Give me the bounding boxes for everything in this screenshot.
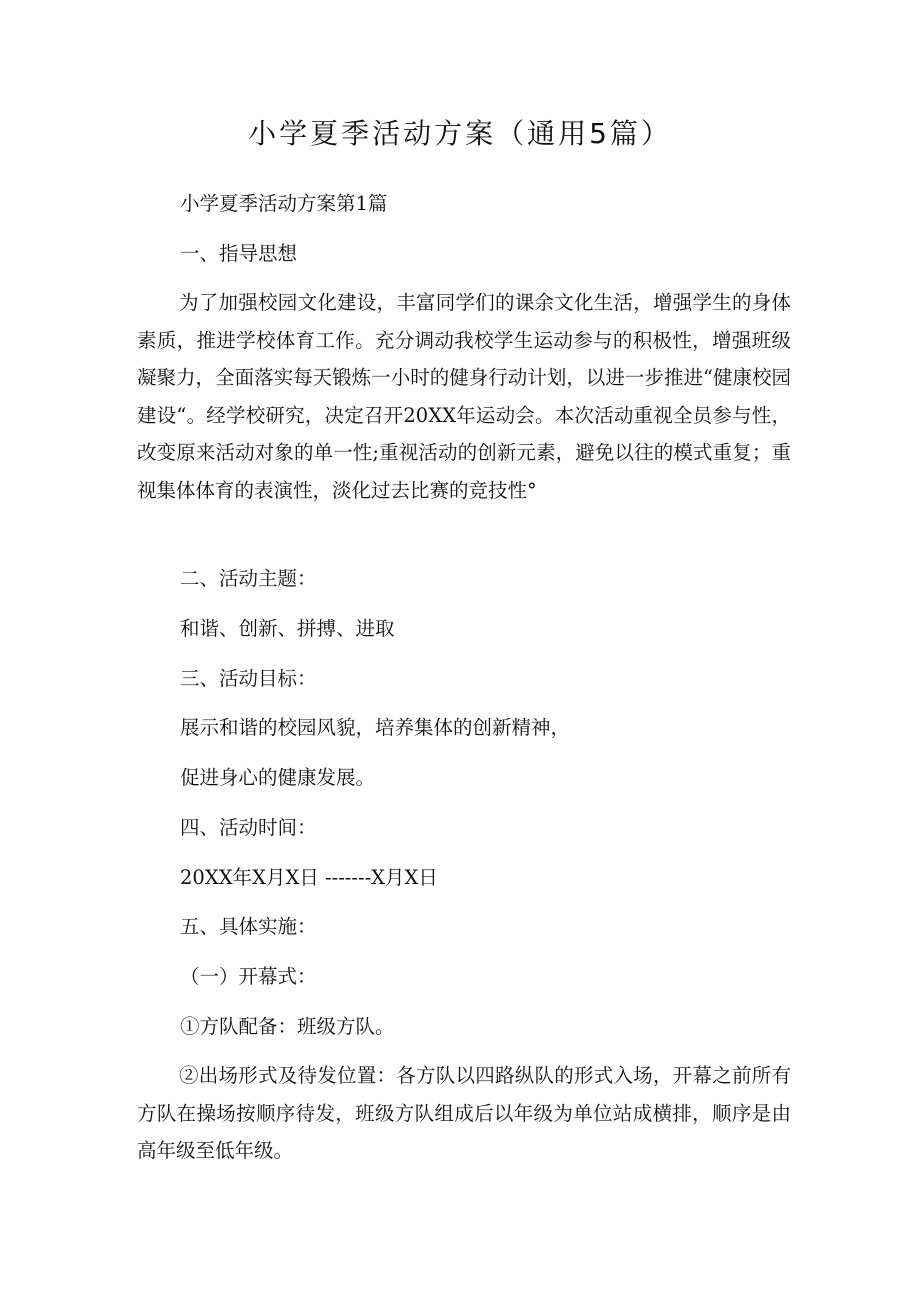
document-title: 小学夏季活动方案（通用5篇） [248, 117, 672, 150]
time-content: 20XX年X月X日 -------X月X日 [180, 866, 438, 889]
section-heading-theme: 二、活动主题： [180, 567, 317, 590]
item-squad-setup: ①方队配备：班级方队。 [180, 1015, 395, 1038]
subsection-opening-ceremony: （一）开幕式： [180, 965, 317, 988]
section-heading-implementation: 五、具体实施： [180, 915, 317, 938]
theme-content: 和谐、创新、拼搏、进取 [180, 617, 395, 640]
section-heading-time: 四、活动时间： [180, 816, 317, 839]
section-heading-guiding-thought: 一、指导思想 [180, 242, 298, 265]
article-subtitle: 小学夏季活动方案第1篇 [180, 192, 388, 215]
item-entry-format-paragraph: ②出场形式及待发位置：各方队以四路纵队的形式入场，开幕之前所有方队在操场按顺序待发，班级方队组成后以年级为单位站成横排，顺序是由高年级至低年级。 [137, 1064, 791, 1163]
goals-line-2: 促进身心的健康发展。 [180, 766, 376, 789]
goals-line-1: 展示和谐的校园风貌，培养集体的创新精神， [180, 716, 571, 739]
guiding-thought-paragraph: 为了加强校园文化建设，丰富同学们的课余文化生活，增强学生的身体素质，推进学校体育工作。充分调动我校学生运动参与的积极性，增强班级凝聚力，全面落实每天锻炼一小时的健身行动计划，以进一步推进“健康校园建设“。经学校研究，决定召开20XX年运动会。本次活动重视全员参与性，改变原来活动对象的单一性;重视活动的创新元素，避免以往的模式重复；重视集体体育的表演性，淡化过去比赛的竞技性° [137, 291, 791, 502]
section-heading-goals: 三、活动目标： [180, 667, 317, 690]
